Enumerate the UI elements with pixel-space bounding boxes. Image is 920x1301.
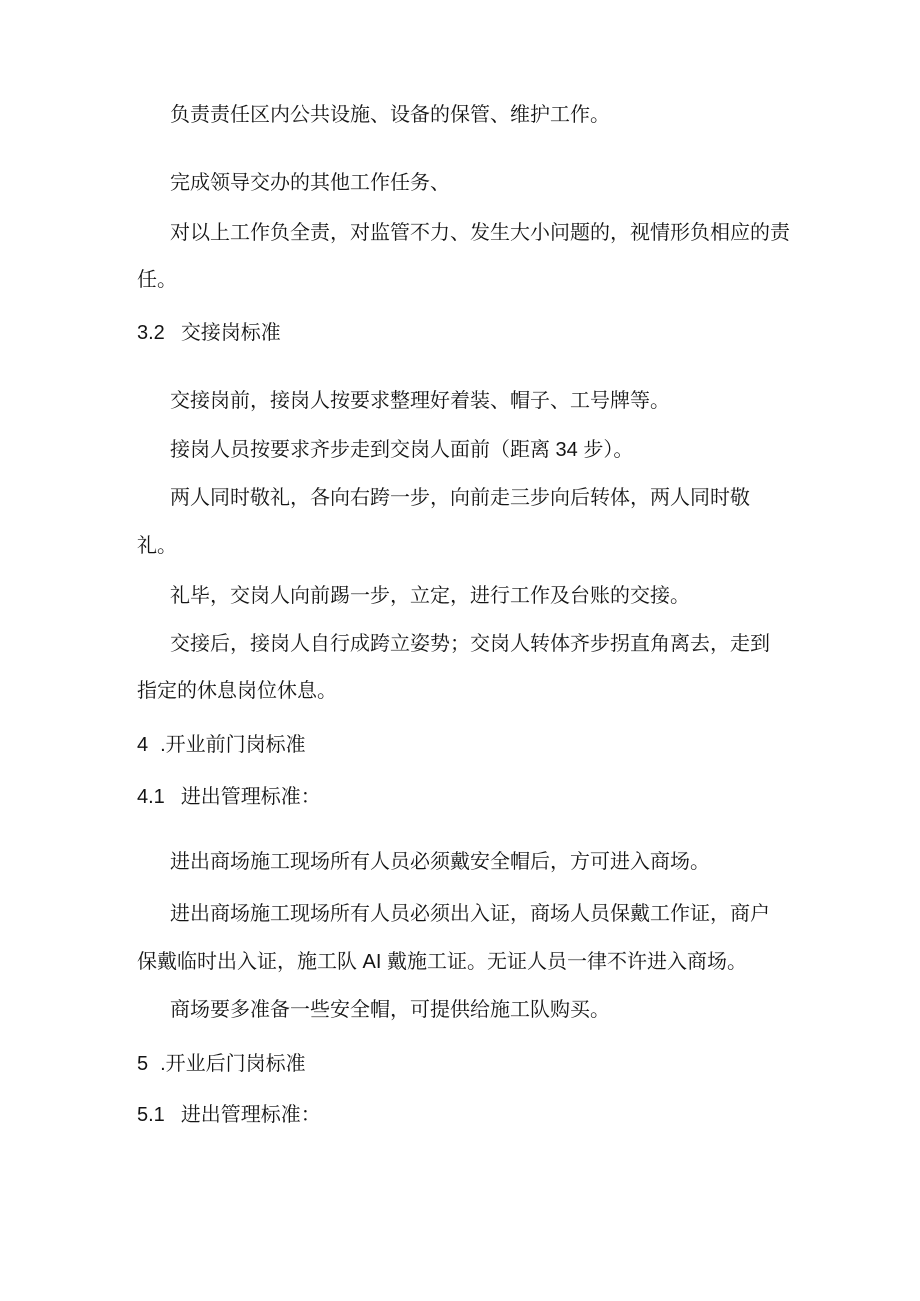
- section-heading-5: [137, 1052, 306, 1076]
- paragraph-line: 任。: [137, 269, 177, 291]
- section-title: 交接岗标准: [180, 322, 281, 344]
- section-heading-4: [137, 733, 306, 757]
- paragraph-line: 进出商场施工现场所有人员必须出入证，商场人员保戴工作证，商户: [170, 903, 770, 925]
- section-number: 4.1: [137, 786, 165, 808]
- paragraph-line: 两人同时敬礼，各向右跨一步，向前走三步向后转体，两人同时敬: [170, 487, 750, 509]
- section-title: 进出管理标准：: [180, 1104, 321, 1126]
- paragraph-line: 指定的休息岗位休息。: [137, 680, 337, 702]
- paragraph-line: 交接后，接岗人自行成跨立姿势；交岗人转体齐步拐直角离去，走到: [170, 633, 770, 655]
- paragraph-line: 接岗人员按要求齐步走到交岗人面前（距离 34 步）。: [170, 439, 634, 461]
- paragraph-line: 负责责任区内公共设施、设备的保管、维护工作。: [170, 104, 610, 126]
- section-title: 进出管理标准：: [180, 786, 321, 808]
- section-number: 4: [137, 734, 149, 756]
- paragraph-line: 商场要多准备一些安全帽，可提供给施工队购买。: [170, 999, 610, 1021]
- section-heading-3-2: [137, 321, 281, 345]
- paragraph-line: 保戴临时出入证，施工队 AI 戴施工证。无证人员一律不许进入商场。: [137, 951, 748, 973]
- section-number: 5.1: [137, 1104, 165, 1126]
- section-title: .开业后门岗标准: [160, 1053, 306, 1075]
- paragraph-line: 礼毕，交岗人向前踢一步，立定，进行工作及台账的交接。: [170, 585, 690, 607]
- section-number: 5: [137, 1053, 149, 1075]
- section-heading-5-1: [137, 1103, 321, 1127]
- paragraph-line: 进出商场施工现场所有人员必须戴安全帽后，方可进入商场。: [170, 851, 710, 873]
- paragraph-line: 完成领导交办的其他工作任务、: [170, 172, 450, 194]
- section-title: .开业前门岗标准: [160, 734, 306, 756]
- section-number: 3.2: [137, 322, 165, 344]
- paragraph-line: 对以上工作负全责，对监管不力、发生大小问题的，视情形负相应的责: [170, 222, 790, 244]
- paragraph-line: 礼。: [137, 535, 177, 557]
- section-heading-4-1: [137, 785, 321, 809]
- paragraph-line: 交接岗前，接岗人按要求整理好着装、帽子、工号牌等。: [170, 390, 670, 412]
